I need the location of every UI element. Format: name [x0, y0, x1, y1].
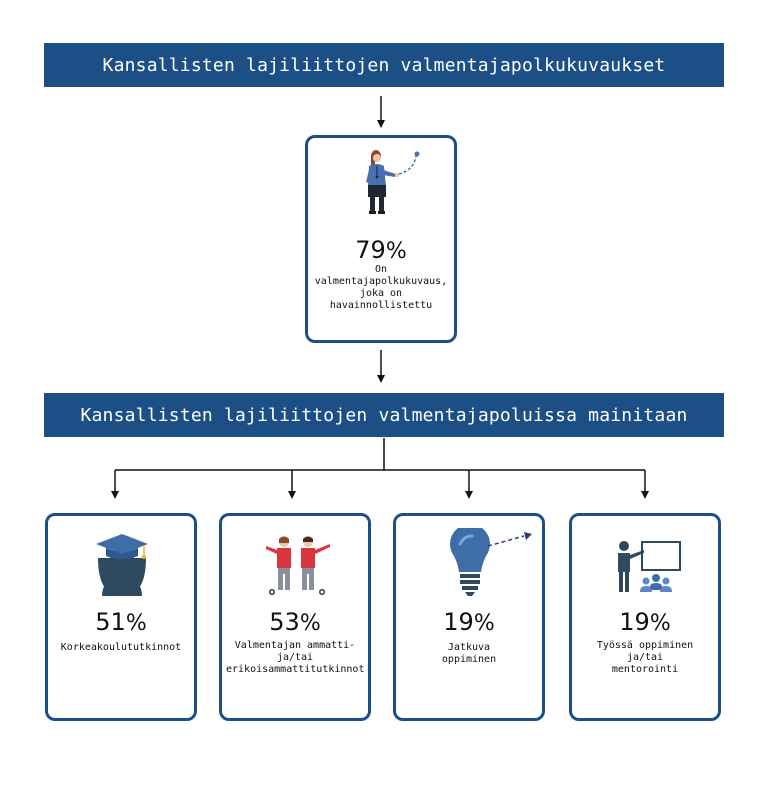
top-card-value: 79 [355, 236, 386, 264]
card-vocational-qualifications [219, 513, 371, 721]
card1-unit: % [125, 611, 147, 636]
card4-value: 19 [619, 608, 650, 636]
card1-value: 51 [95, 608, 126, 636]
card4-percentage [572, 608, 718, 636]
card3-percentage [396, 608, 542, 636]
card2-value: 53 [269, 608, 300, 636]
coaches-pointing-icon [264, 534, 334, 598]
lightbulb-icon [446, 528, 536, 600]
top-card [305, 135, 457, 343]
card-workplace-learning [569, 513, 721, 721]
card4-description: Työssä oppiminen ja/tai mentorointi [596, 640, 694, 675]
card-higher-education [45, 513, 197, 721]
top-banner [44, 43, 724, 87]
top-card-description: On valmentajapolkukuvaus, joka on havainnollistettu [314, 264, 448, 311]
card2-unit: % [299, 611, 321, 636]
top-card-unit: % [385, 239, 407, 264]
graduate-cap-icon [94, 534, 150, 596]
mid-banner-title: Kansallisten lajiliittojen valmentajapoluissa mainitaan [80, 404, 688, 426]
mid-banner [44, 393, 724, 437]
card2-percentage [222, 608, 368, 636]
teacher-board-icon [614, 538, 686, 594]
card1-percentage [48, 608, 194, 636]
card2-description: Valmentajan ammatti- ja/tai erikoisammattitutkinnot [226, 640, 365, 675]
card-continuous-learning [393, 513, 545, 721]
card4-unit: % [649, 611, 671, 636]
card3-description: Jatkuva oppiminen [441, 642, 497, 665]
card1-description: Korkeakoulututkinnot [60, 642, 182, 653]
card3-value: 19 [443, 608, 474, 636]
top-card-percentage [308, 236, 454, 264]
top-banner-title: Kansallisten lajiliittojen valmentajapolkukuvaukset [102, 54, 666, 76]
card3-unit: % [473, 611, 495, 636]
coach-pointing-icon [356, 148, 426, 220]
